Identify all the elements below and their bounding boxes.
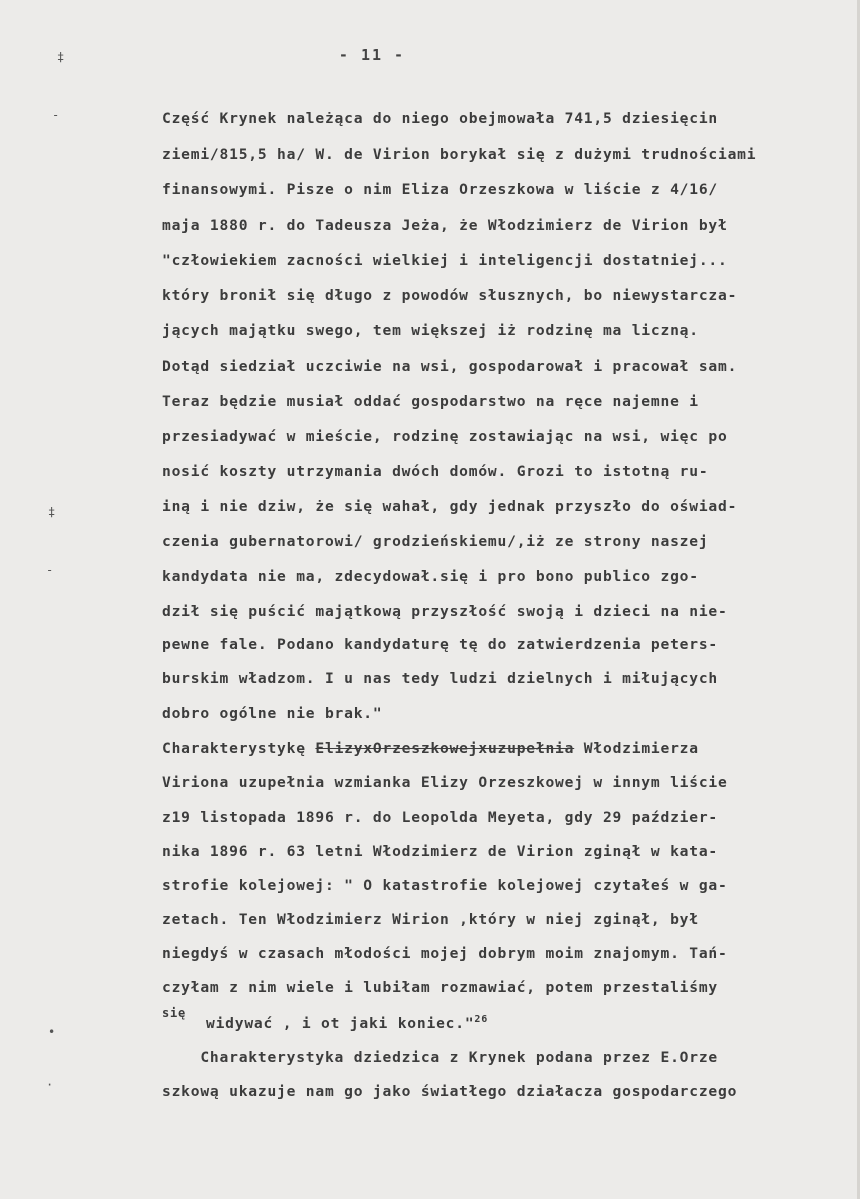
- text-line: Viriona uzupełnia wzmianka Elizy Orzeszkowej w innym liście: [162, 774, 728, 791]
- page-number: - 11 -: [338, 46, 406, 64]
- struck-text-line: [162, 740, 699, 757]
- text-line: niegdyś w czasach młodości mojej dobrym moim znajomym. Tań-: [162, 945, 728, 962]
- text-line-prefix: się: [162, 1006, 187, 1020]
- text-line: przesiadywać w mieście, rodzinę zostawiając na wsi, więc po: [162, 428, 728, 445]
- struck-out-text: ElizyxOrzeszkowejxuzupełnia: [315, 740, 575, 757]
- margin-mark: -: [52, 108, 60, 122]
- text-line: dobro ogólne nie brak.": [162, 705, 383, 722]
- text-line: pewne fale. Podano kandydaturę tę do zatwierdzenia peters-: [162, 636, 718, 653]
- text-line: kandydata nie ma, zdecydował.się i pro bono publico zgo-: [162, 568, 699, 585]
- margin-mark: •: [48, 1025, 56, 1039]
- footnote-marker: 26: [474, 1014, 489, 1025]
- text-line: [206, 1014, 488, 1032]
- text-line: szkową ukazuje nam go jako światłego działacza gospodarczego: [162, 1083, 738, 1100]
- text-line: Teraz będzie musiał oddać gospodarstwo na ręce najemne i: [162, 393, 699, 410]
- text-fragment: Charakterystykę: [162, 740, 316, 757]
- margin-mark: ‡: [57, 50, 65, 64]
- text-line: maja 1880 r. do Tadeusza Jeża, że Włodzimierz de Virion był: [162, 217, 728, 234]
- text-line: czyłam z nim wiele i lubiłam rozmawiać, potem przestaliśmy: [162, 979, 718, 996]
- text-line: nosić koszty utrzymania dwóch domów. Grozi to istotną ru-: [162, 463, 709, 480]
- text-line: który bronił się długo z powodów słusznych, bo niewystarcza-: [162, 287, 738, 304]
- text-line: strofie kolejowej: " O katastrofie kolejowej czytałeś w ga-: [162, 877, 728, 894]
- text-line: dził się puścić majątkową przyszłość swoją i dzieci na nie-: [162, 603, 728, 620]
- text-line: iną i nie dziw, że się wahał, gdy jednak przyszło do oświad-: [162, 498, 738, 515]
- text-line: Charakterystyka dziedzica z Krynek podana przez E.Orze: [162, 1049, 718, 1066]
- text-line: Dotąd siedział uczciwie na wsi, gospodarował i pracował sam.: [162, 358, 738, 375]
- text-line: nika 1896 r. 63 letni Włodzimierz de Virion zginął w kata-: [162, 843, 718, 860]
- text-line: z19 listopada 1896 r. do Leopolda Meyeta, gdy 29 paździer-: [162, 809, 718, 826]
- text-line: burskim władzom. I u nas tedy ludzi dzielnych i miłujących: [162, 670, 718, 687]
- margin-mark: ‡: [48, 505, 56, 519]
- text-line: finansowymi. Pisze o nim Eliza Orzeszkowa w liście z 4/16/: [162, 181, 718, 198]
- margin-mark: -: [46, 563, 54, 577]
- text-line: Część Krynek należąca do niego obejmowała 741,5 dziesięcin: [162, 110, 718, 127]
- text-line: "człowiekiem zacności wielkiej i inteligencji dostatniej...: [162, 252, 728, 269]
- text-line: jących majątku swego, tem większej iż rodzinę ma liczną.: [162, 322, 699, 339]
- text-line: czenia gubernatorowi/ grodzieńskiemu/,iż ze strony naszej: [162, 533, 709, 550]
- margin-mark: ·: [46, 1078, 54, 1092]
- quote-end: widywać , i ot jaki koniec.": [206, 1015, 475, 1032]
- text-line: ziemi/815,5 ha/ W. de Virion borykał się z dużymi trudnościami: [162, 146, 757, 163]
- text-line: zetach. Ten Włodzimierz Wirion ,który w niej zginął, był: [162, 911, 699, 928]
- text-fragment: Włodzimierza: [574, 740, 699, 757]
